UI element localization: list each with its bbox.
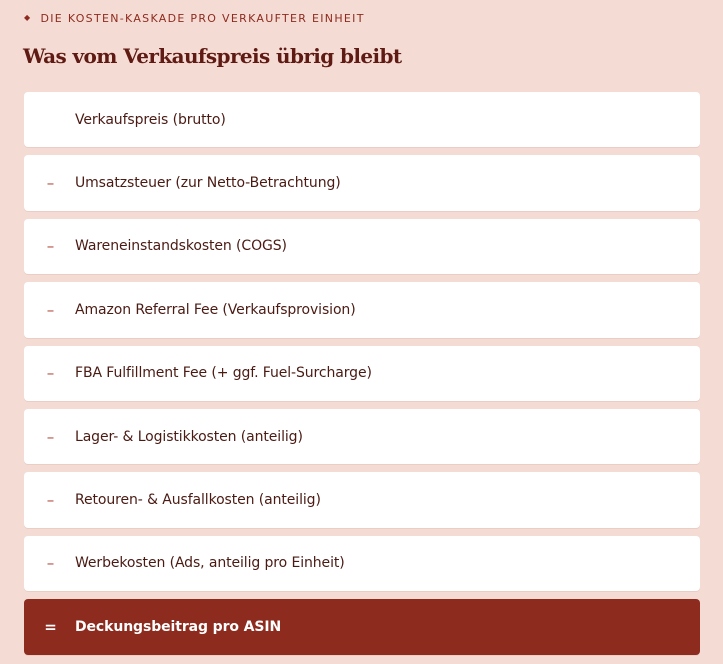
equals-icon: = <box>44 617 57 636</box>
minus-icon: – <box>46 300 55 319</box>
row-label: Retouren- & Ausfallkosten (anteilig) <box>75 492 321 509</box>
row-label: Wareneinstandskosten (COGS) <box>75 238 287 255</box>
row-label: Werbekosten (Ads, anteilig pro Einheit) <box>75 555 345 572</box>
eyebrow-text: DIE KOSTEN-KASKADE PRO VERKAUFTER EINHEIT <box>40 11 365 25</box>
cascade-row-cogs <box>24 219 700 274</box>
cascade-row-contribution-margin <box>24 599 700 654</box>
section-eyebrow <box>24 11 365 25</box>
page-title: Was vom Verkaufspreis übrig bleibt <box>23 44 402 68</box>
minus-icon: – <box>46 554 55 573</box>
minus-icon: – <box>46 427 55 446</box>
cascade-row-vat <box>24 155 700 210</box>
diamond-icon: ◆ <box>24 13 32 22</box>
row-label: FBA Fulfillment Fee (+ ggf. Fuel-Surcharge) <box>75 365 372 382</box>
minus-icon: – <box>46 174 55 193</box>
minus-icon: – <box>46 237 55 256</box>
minus-icon: – <box>46 491 55 510</box>
cascade-row-sales-price <box>24 92 700 147</box>
row-label: Deckungsbeitrag pro ASIN <box>75 618 282 635</box>
minus-icon: – <box>46 364 55 383</box>
cascade-row-storage <box>24 409 700 464</box>
cost-cascade-list <box>24 92 700 655</box>
cascade-row-fba-fee <box>24 346 700 401</box>
row-label: Amazon Referral Fee (Verkaufsprovision) <box>75 301 356 318</box>
row-label: Umsatzsteuer (zur Netto-Betrachtung) <box>75 175 341 192</box>
cascade-row-referral-fee <box>24 282 700 337</box>
cascade-row-returns <box>24 472 700 527</box>
cascade-row-ads <box>24 536 700 591</box>
row-label: Lager- & Logistikkosten (anteilig) <box>75 428 303 445</box>
row-label: Verkaufspreis (brutto) <box>75 111 226 128</box>
